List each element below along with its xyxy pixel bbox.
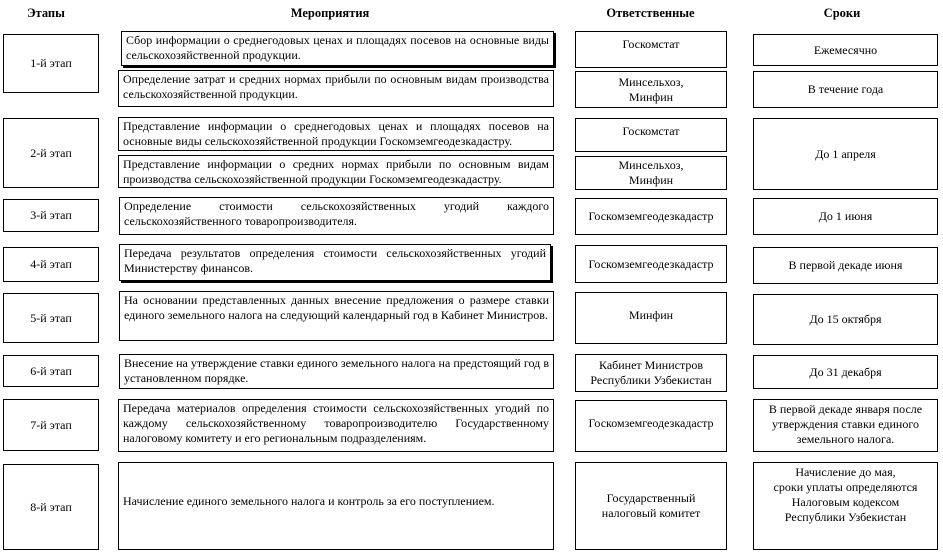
stage-2-responsible-2 [575, 156, 727, 190]
stage-3-activity: Определение стоимости сельскохозяйственных угодий каждого сельскохозяйственного товаропроизводителя. [119, 197, 554, 235]
stage-7-deadline-text: В первой декаде января после утверждения ставки единого земельного налога. [768, 402, 923, 446]
stage-6-label: 6-й этап [3, 355, 99, 387]
stage-1-label: 1-й этап [3, 34, 99, 93]
stage-2-responsible-1-text: Госкомстат [622, 124, 680, 138]
stage-3-deadline [753, 198, 938, 235]
stage-5-deadline-text: До 15 октября [809, 312, 882, 326]
stage-4-deadline [753, 247, 938, 284]
stage-1-deadline-1 [753, 34, 938, 66]
stage-3-responsible-text: Госкомземгеодезкадастр [588, 209, 714, 223]
stage-2-activity-1: Представление информации о среднегодовых ценах и площадях посевов на основные виды сельскохозяйственной продукции Госкомземгеодезкадастру. [118, 117, 554, 151]
stage-5-activity: На основании представленных данных внесение предложения о размере ставки единого земельного налога на следующий календарный год в Кабинет Министров. [119, 291, 554, 341]
stage-6-responsible [575, 354, 727, 392]
stage-6-deadline [753, 355, 938, 389]
stage-7-responsible-text: Госкомземгеодезкадастр [588, 416, 714, 430]
stage-2-deadline-text: До 1 апреля [815, 146, 876, 161]
stage-1-activity-1: Сбор информации о среднегодовых ценах и площадях посевов на основные виды сельскохозяйственной продукции. [121, 31, 554, 66]
stage-5-deadline [753, 294, 938, 345]
stage-8-deadline [753, 462, 938, 550]
stage-2-responsible-1 [575, 118, 727, 152]
stage-1-responsible-1-text: Госкомстат [622, 37, 680, 51]
stage-6-deadline-text: До 31 декабря [809, 364, 882, 379]
stage-3-deadline-text: До 1 июня [818, 209, 873, 223]
stage-5-responsible [575, 292, 727, 344]
stage-1-responsible-1 [575, 31, 727, 68]
header-responsible: Ответственные [606, 6, 695, 20]
stage-8-activity-text: Начисление единого земельного налога и контроль за его поступлением. [123, 494, 495, 508]
stage-8-activity [118, 462, 554, 550]
header-activities: Мероприятия [290, 6, 370, 20]
stage-6-responsible-text: Кабинет Министров Республики Узбекистан [590, 358, 712, 387]
stage-1-responsible-2 [575, 71, 727, 108]
header-deadlines: Сроки [823, 6, 861, 20]
stage-1-activity-2: Определение затрат и средних нормах прибыли по основным видам производства сельскохозяйственной продукции. [118, 70, 554, 107]
header-stages: Этапы [27, 6, 65, 20]
stage-7-responsible [575, 400, 727, 452]
stage-4-deadline-text: В первой декаде июня [788, 258, 903, 272]
stage-7-activity: Передача материалов определения стоимости сельскохозяйственных угодий по каждому сельскохозяйственному товаропроизводителю Государственному налоговому комитету и его региональным подразделениям. [118, 399, 554, 452]
stage-1-deadline-1-text: Ежемесячно [813, 42, 878, 57]
stage-6-activity: Внесение на утверждение ставки единого земельного налога на предстоящий год в установленном порядке. [119, 354, 554, 389]
stage-4-label: 4-й этап [3, 247, 99, 282]
stage-8-responsible [575, 462, 727, 550]
stage-4-activity: Передача результатов определения стоимости сельскохозяйственных угодий Министерству финансов. [119, 244, 551, 281]
stage-1-deadline-2-text: В течение года [807, 82, 884, 96]
stage-8-label: 8-й этап [3, 464, 99, 550]
stage-2-activity-2: Представление информации о средних нормах прибыли по основным видам производства сельскохозяйственной продукции Госкомземгеодезкадастру. [118, 155, 554, 188]
stage-5-label: 5-й этап [3, 293, 99, 343]
stage-3-responsible [575, 198, 727, 235]
stage-4-responsible [575, 245, 727, 283]
stage-8-responsible-text: Государственный налоговый комитет [601, 491, 701, 520]
stage-5-responsible-text: Минфин [628, 308, 674, 322]
stage-2-deadline [753, 118, 938, 190]
stage-2-responsible-2-text: Минсельхоз, Минфин [618, 158, 684, 187]
stage-7-deadline [753, 399, 938, 452]
stage-1-deadline-2 [753, 71, 938, 108]
stage-3-label: 3-й этап [3, 199, 99, 232]
stage-7-label: 7-й этап [3, 399, 99, 451]
stage-4-responsible-text: Госкомземгеодезкадастр [588, 256, 714, 271]
stage-8-deadline-text: Начисление до мая, сроки уплаты определяются Налоговым кодексом Республики Узбекистан [773, 465, 918, 524]
stage-2-label: 2-й этап [3, 118, 99, 188]
stage-1-responsible-2-text: Минсельхоз, Минфин [618, 74, 684, 104]
